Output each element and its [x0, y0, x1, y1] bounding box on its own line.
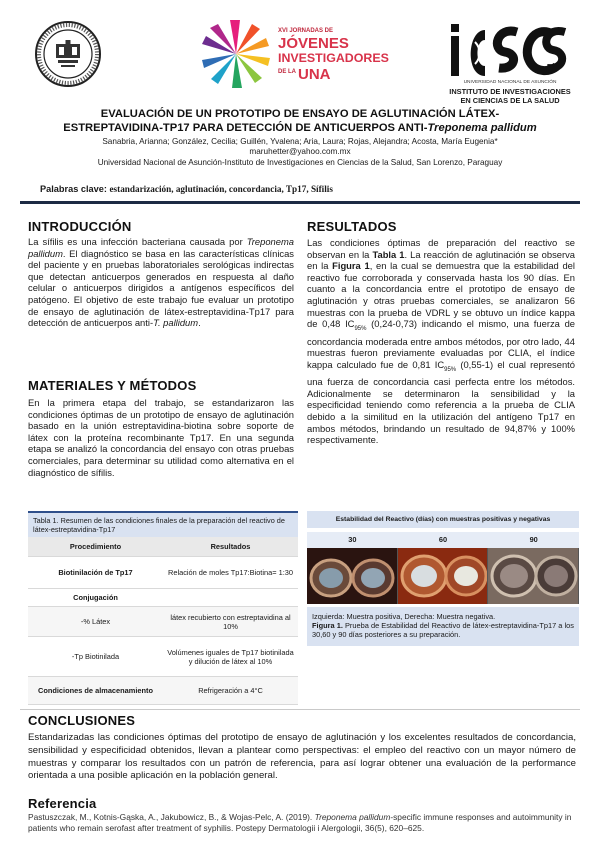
res-s4: (0,24-0,73) indicando el mismo, una fuerza de concordancia moderada entre ambos métodos, por otro lado, 44 muestras fueron previamente evaluadas por CLIA, el índice kappa calculado fue de 0,81 IC	[307, 318, 575, 370]
intro-end: .	[198, 317, 201, 329]
poster-title	[20, 108, 580, 135]
keywords-divider	[20, 201, 580, 204]
table-row	[28, 589, 298, 607]
table-cell: Refrigeración a 4°C	[198, 686, 263, 695]
title-line2	[20, 122, 580, 136]
referencia-heading: Referencia	[28, 796, 97, 811]
table-cell: Volúmenes iguales de Tp17 biotinilada y dilución de látex al 10%	[167, 647, 294, 666]
university-seal-logo	[34, 20, 102, 88]
figura-caption	[307, 607, 579, 646]
materiales-heading: MATERIALES Y MÉTODOS	[28, 378, 197, 393]
figura-caption-text: Prueba de Estabilidad del Reactivo de látex-estreptavidina-Tp17 a los 30,60 y 90 días posteriores a su preparación.	[312, 621, 574, 640]
table-row	[28, 677, 298, 705]
conclusiones-heading: CONCLUSIONES	[28, 713, 136, 728]
res-s2: . La reacción de aglutinación se observa en la	[307, 248, 576, 272]
jornadas-line3: UNA	[298, 66, 331, 83]
figura-legend: Izquierda: Muestra positiva, Derecha: Muestra negativa.	[312, 612, 496, 621]
table-header: Resultados	[210, 542, 251, 551]
jornadas-line2: INVESTIGADORES	[278, 51, 389, 65]
figura-photos	[307, 548, 579, 604]
materiales-text: En la primera etapa del trabajo, se estandarizaron las condiciones óptimas de un prototipo de ensayo de aglutinación basado en la unión estreptavidina-biotina sobre soporte de látex con la proteína recombinante Tp17. En una segunda etapa se analizó la concordancia del ensayo con otras pruebas comerciales, para determinar su utilidad como alternativa en el diagnóstico de sífilis.	[28, 397, 294, 478]
table-row	[28, 557, 298, 589]
author-names: Sanabria, Arianna; González, Cecilia; Guillén, Yvalena; Aria, Laura; Rojas, Alejandra; Acosta, María Eugenia*	[102, 137, 498, 146]
referencia-text	[28, 812, 576, 835]
photo-day-90	[488, 548, 579, 604]
title-line1: EVALUACIÓN DE UN PROTOTIPO DE ENSAYO DE AGLUTINACIÓN LÁTEX-	[100, 108, 500, 120]
table-cell: Biotinilación de Tp17	[58, 568, 133, 577]
photo-day-60	[398, 548, 489, 604]
figura-caption-label: Figura 1.	[312, 621, 343, 631]
author-affiliation: Universidad Nacional de Asunción-Instituto de Investigaciones en Ciencias de la Salud, San Lorenzo, Paraguay	[97, 157, 503, 167]
figura-header: Estabilidad del Reactivo (días) con muestras positivas y negativas	[307, 511, 579, 528]
intro-part1: La sífilis es una infección bacteriana causada por	[28, 236, 243, 247]
table-header: Procedimiento	[69, 542, 122, 551]
ref-italic: Treponema pallidum	[314, 812, 391, 822]
table-cell: Condiciones de almacenamiento	[38, 686, 153, 695]
introduccion-text	[28, 236, 294, 329]
intro-italic2: T. pallidum	[153, 317, 199, 329]
conclusiones-divider	[20, 709, 580, 710]
jornadas-small-top: XVI JORNADAS DE	[278, 28, 334, 34]
res-ic1: 95%	[354, 326, 367, 333]
res-s3: , en la cual se demuestra que la estabilidad del reactivo fue corroborada y conservada hasta los 90 días. En cuanto a la concordancia entre el prototipo de ensayo de aglutinación y otras pruebas comerciales, se analizaron 56 muestras con la prueba de VDRL y se obtuvo un índice kappa de 0,48 IC	[307, 260, 575, 330]
iics-small-text: UNIVERSIDAD NACIONAL DE ASUNCIÓN	[463, 80, 557, 85]
ref-part-a: Pastuszczak, M., Kotnis-Gąska, A., Jakubowicz, B., & Wojas-Pelc, A. (2019).	[28, 812, 315, 822]
figura-1	[307, 511, 579, 646]
photo-day-30	[307, 548, 398, 604]
table-cell	[163, 589, 298, 606]
table-cell: Conjugación	[73, 593, 118, 602]
day-label: 60	[438, 535, 448, 544]
table-cell: -% Látex	[80, 617, 111, 626]
tabla-caption: Tabla 1. Resumen de las condiciones finales de la preparación del reactivo de látex-estreptavidina-Tp17	[28, 511, 298, 537]
keywords-value: estandarización, aglutinación, concordancia, Tp17, Sífilis	[109, 184, 333, 194]
authors-block	[20, 137, 580, 168]
iics-line1: INSTITUTO DE INVESTIGACIONES	[449, 87, 571, 96]
title-line2-main: ESTREPTAVIDINA-TP17 PARA DETECCIÓN DE ANTICUERPOS ANTI-	[63, 121, 428, 134]
table-header-row	[28, 537, 298, 557]
res-tabla-ref: Tabla 1	[372, 248, 405, 260]
table-cell: látex recubierto con estreptavidina al 10%	[170, 612, 291, 631]
res-ic2: 95%	[444, 366, 457, 373]
table-cell: -Tp Biotinilada	[71, 652, 120, 661]
table-row	[28, 607, 298, 637]
jornadas-small-mid: DE LA	[278, 69, 296, 75]
conclusiones-text: Estandarizadas las condiciones óptimas del prototipo de ensayo de aglutinación y los excelentes resultados de concordancia, sensibilidad y especificidad obtenidos, llevan a plantear como perspectivas: el empleo del reactivo con un mayor número de muestras y comparar los resultados con un patrón de referencia, para así lograr obtener una evaluación de la performance orientada a una posible aplicación en la población general.	[28, 732, 576, 782]
iics-institute-logo	[445, 18, 575, 104]
intro-italic1: Treponema pallidum	[28, 236, 294, 259]
introduccion-heading: INTRODUCCIÓN	[28, 219, 132, 234]
resultados-text	[307, 237, 575, 446]
res-figura-ref: Figura 1	[332, 260, 370, 272]
iics-mark-icon	[445, 18, 575, 80]
res-s1: Las condiciones óptimas de preparación del reactivo se observan en la	[307, 237, 575, 260]
res-s5: (0,55-1) el cual representó una fuerza de concordancia casi perfecta entre los métodos. Adicionalmente se determinaron la sensibilidad y la especificidad teniendo como referencia a la prueba de CLIA debido a la similitud en la utilización del antígeno Tp17 en ambos métodos, brindando un resultado de 94,87% y 100% respectivamente.	[307, 358, 575, 446]
table-row	[28, 637, 298, 677]
jornadas-line1: JÓVENES	[278, 35, 349, 52]
tabla-1	[28, 511, 298, 705]
figura-day-columns	[307, 532, 579, 548]
keywords	[40, 184, 560, 194]
intro-part2: . El diagnóstico se basa en las características clínicas del paciente y en pruebas laboratoriales serológicas indirectas que detectan anticuerpos generados en respuesta al daño celular o anticuerpos dirigidos a antígenos específicos del patógeno. El objetivo de este trabajo fue evaluar un prototipo de ensayo de aglutinación de látex-estreptavidina-Tp17 para detección de anticuerpos anti-	[28, 247, 294, 329]
keywords-label: Palabras clave:	[40, 184, 107, 194]
day-label: 90	[529, 535, 538, 544]
title-line2-italic: Treponema pallidum	[427, 121, 537, 134]
day-label: 30	[348, 535, 357, 544]
iics-line2: EN CIENCIAS DE LA SALUD	[460, 96, 560, 105]
table-cell: Relación de moles Tp17:Biotina= 1:30	[168, 568, 293, 577]
resultados-heading: RESULTADOS	[307, 219, 397, 234]
ref-part-b: -specific immune responses and autoimmunity in patients who remain serofast after treatment of syphilis. Postepy Dermatologii i Alergologii, 36(5), 620–625.	[28, 812, 572, 834]
jornadas-jovenes-investigadores-logo	[200, 20, 400, 88]
author-email: maruhetter@yahoo.com.mx	[249, 147, 351, 157]
